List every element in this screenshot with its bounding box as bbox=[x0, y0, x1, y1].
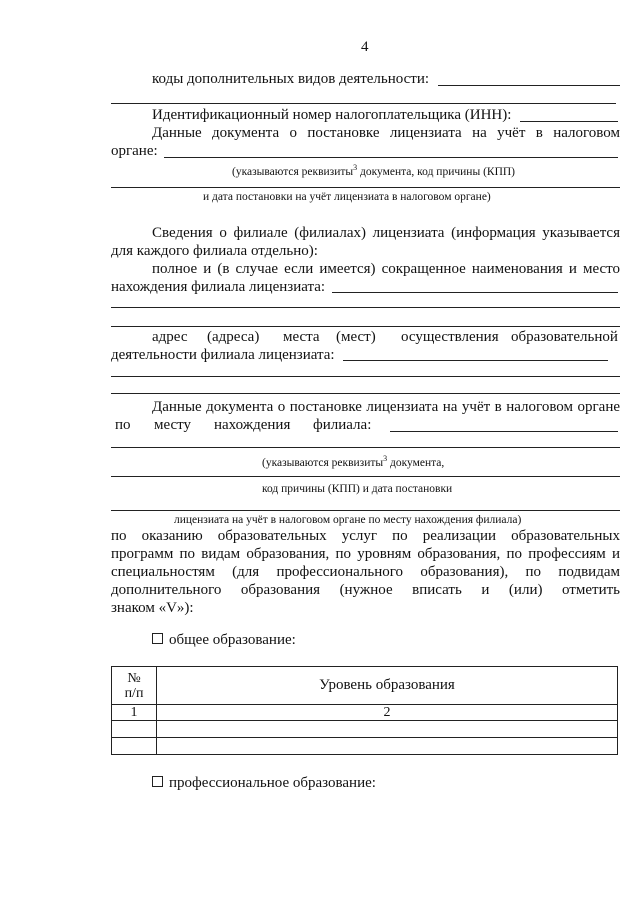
fill-line bbox=[438, 85, 620, 86]
services-paragraph-line: специальностям (для профессионального образования), по подвидам bbox=[111, 564, 620, 580]
fill-line bbox=[111, 103, 616, 104]
fill-line bbox=[111, 447, 620, 448]
address-word: адрес bbox=[152, 329, 188, 345]
tax-registration-label-cont: органе: bbox=[111, 143, 158, 159]
branch-tax-label: Данные документа о постановке лицензиата на учёт в налоговом органе bbox=[152, 399, 620, 415]
professional-education-option[interactable] bbox=[152, 774, 376, 792]
professional-education-label: профессиональное образование: bbox=[169, 775, 376, 791]
hint-text: (указываются реквизиты$^3$ документа, код причины (КПП) bbox=[232, 163, 516, 178]
services-paragraph-line: программ по видам образования, по уровням образования, по профессиям и bbox=[111, 546, 620, 562]
page-number: 4 bbox=[361, 39, 369, 55]
table-cell[interactable] bbox=[112, 721, 157, 738]
general-education-option[interactable] bbox=[152, 631, 296, 649]
fill-line bbox=[520, 121, 618, 122]
services-paragraph-line: дополнительного образования (нужное вписать и (или) отметить bbox=[111, 582, 620, 598]
fill-line bbox=[111, 187, 620, 188]
fill-line bbox=[343, 360, 608, 361]
address-word: (адреса) bbox=[207, 329, 260, 345]
table-cell[interactable] bbox=[157, 738, 618, 755]
fill-line bbox=[390, 431, 618, 432]
general-education-label: общее образование: bbox=[169, 632, 296, 648]
professional-education-checkbox[interactable] bbox=[152, 776, 163, 787]
table-header-row bbox=[112, 667, 618, 705]
branch-name-label-cont: нахождения филиала лицензиата: bbox=[111, 279, 326, 295]
table-row bbox=[112, 721, 618, 738]
address-word: (мест) bbox=[336, 329, 376, 345]
address-label-cont: деятельности филиала лицензиата: bbox=[111, 347, 335, 363]
fill-line bbox=[111, 326, 620, 327]
table-cell[interactable] bbox=[157, 721, 618, 738]
branch-info-heading-cont: для каждого филиала отдельно): bbox=[111, 243, 318, 259]
fill-line bbox=[111, 307, 620, 308]
fill-line bbox=[111, 510, 620, 511]
fill-line bbox=[164, 157, 618, 158]
address-word: места bbox=[283, 329, 320, 345]
general-education-checkbox[interactable] bbox=[152, 633, 163, 644]
footnote-mark: 3 bbox=[353, 163, 358, 172]
hint-text: и дата постановки на учёт лицензиата в налоговом органе) bbox=[203, 191, 491, 203]
table-index-row bbox=[112, 705, 618, 721]
fill-line bbox=[111, 393, 620, 394]
fill-line bbox=[111, 376, 620, 377]
table-cell[interactable] bbox=[112, 738, 157, 755]
footnote-mark: 3 bbox=[383, 454, 388, 463]
fill-line bbox=[332, 292, 618, 293]
table-row bbox=[112, 738, 618, 755]
hint-text: код причины (КПП) и дата постановки bbox=[262, 483, 453, 495]
num-header-cell: № п/п bbox=[112, 667, 157, 705]
tax-registration-label: Данные документа о постановке лицензиата на учёт в налоговом bbox=[152, 125, 620, 141]
services-paragraph-line: знаком «V»): bbox=[111, 600, 194, 616]
branch-info-heading: Сведения о филиале (филиалах) лицензиата (информация указывается bbox=[152, 225, 620, 241]
address-word: осуществления bbox=[401, 329, 499, 345]
hint-text: лицензиата на учёт в налоговом органе по месту нахождения филиала) bbox=[174, 514, 522, 526]
branch-tax-word: нахождения bbox=[214, 417, 291, 433]
additional-activity-codes-label: коды дополнительных видов деятельности: bbox=[152, 71, 430, 87]
level-header-cell: Уровень образования bbox=[157, 667, 618, 705]
fill-line bbox=[111, 476, 620, 477]
branch-name-label: полное и (в случае если имеется) сокращенное наименования и место bbox=[152, 261, 620, 277]
branch-tax-word: филиала: bbox=[313, 417, 372, 433]
address-word: образовательной bbox=[511, 329, 618, 345]
hint-text: (указываются реквизиты$^3$ документа, bbox=[262, 454, 445, 469]
branch-tax-word: месту bbox=[154, 417, 192, 433]
education-level-table bbox=[111, 666, 618, 755]
table-cell: 2 bbox=[157, 705, 618, 721]
services-paragraph-line: по оказанию образовательных услуг по реализации образовательных bbox=[111, 528, 620, 544]
inn-label: Идентификационный номер налогоплательщика (ИНН): bbox=[152, 107, 512, 123]
table-cell: 1 bbox=[112, 705, 157, 721]
branch-tax-word: по bbox=[115, 417, 131, 433]
